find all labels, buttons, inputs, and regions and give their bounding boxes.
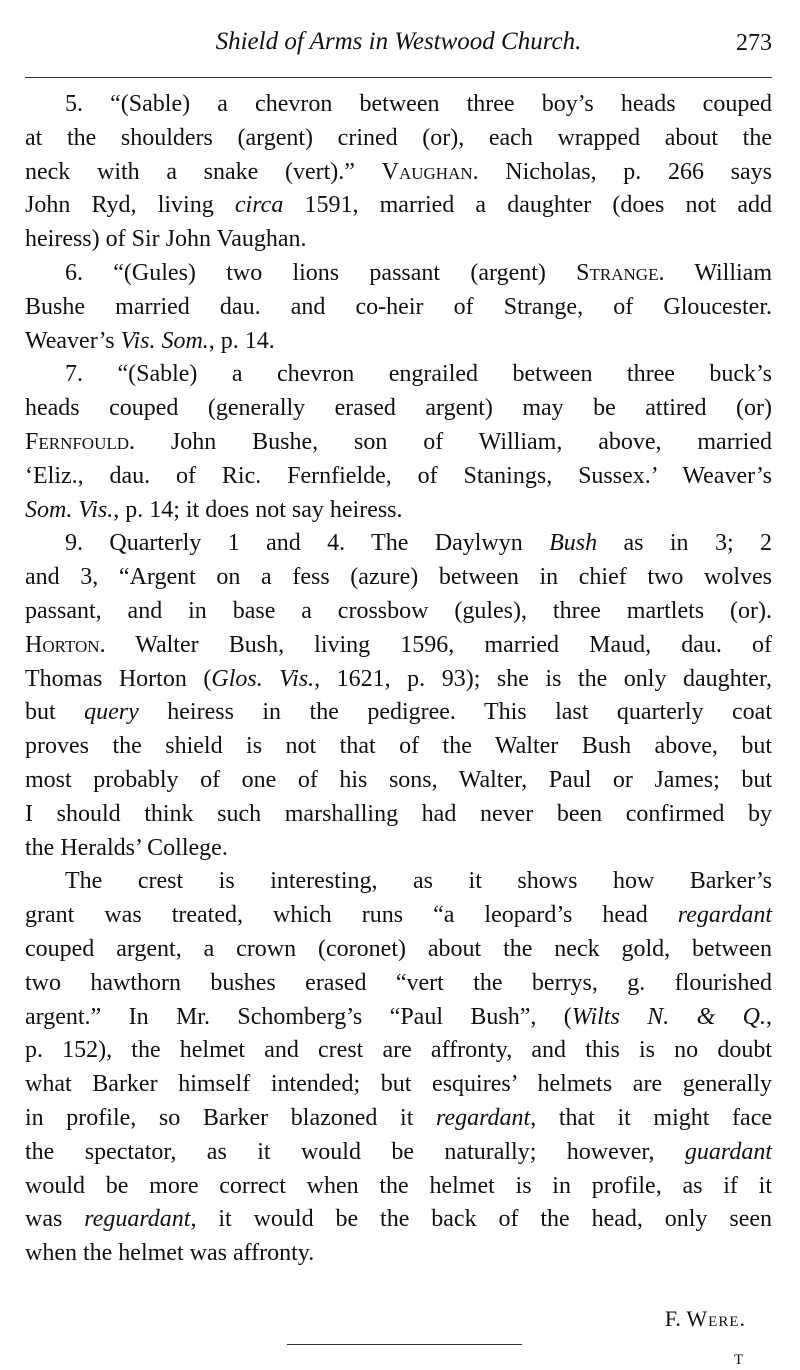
text-line <box>25 1170 772 1204</box>
text-segment: what Barker himself intended; but esquires’ helmets are generally <box>25 1071 772 1098</box>
text-segment: . Nicholas, p. 266 says <box>472 158 772 185</box>
small-caps-name: Fernfould <box>25 428 130 455</box>
body-text <box>25 88 772 1271</box>
text-line <box>25 494 772 528</box>
text-segment: heiress in the pedigree. This last quarterly coat <box>138 699 772 726</box>
text-segment: , that it might face <box>530 1104 772 1131</box>
text-segment: , it would be the back of the head, only seen <box>190 1206 773 1233</box>
text-segment: heads couped (generally erased argent) may be attired (or) <box>25 395 772 422</box>
text-segment: at the shoulders (argent) crined (or), each wrapped about the <box>25 124 772 151</box>
text-line <box>25 967 772 1001</box>
author-signature <box>665 1306 745 1332</box>
italic-text: Glos. Vis. <box>211 665 315 692</box>
text-line <box>25 1237 772 1271</box>
footer-rule <box>287 1344 522 1345</box>
text-line <box>25 257 772 291</box>
text-segment: 7. “(Sable) a chevron engrailed between three buck’s <box>65 361 772 388</box>
text-segment: I should think such marshalling had never been confirmed by <box>25 800 772 827</box>
text-line <box>25 899 772 933</box>
text-segment: passant, and in base a crossbow (gules), three martlets (or). <box>25 597 772 624</box>
italic-text: Wilts N. & Q. <box>571 1003 766 1030</box>
signature-name: Were <box>686 1306 740 1331</box>
printer-signature-mark: T <box>734 1352 744 1368</box>
running-title: Shield of Arms in Westwood Church. <box>215 28 582 55</box>
text-segment: couped argent, a crown (coronet) about the neck gold, between <box>25 935 772 962</box>
text-line <box>25 426 772 460</box>
text-segment: , p. 14; it does not say heiress. <box>113 496 403 523</box>
text-line <box>25 392 772 426</box>
text-segment: and 3, “Argent on a fess (azure) between in chief two wolves <box>25 564 772 591</box>
text-segment: two hawthorn bushes erased “vert the berrys, g. flourished <box>25 969 772 996</box>
text-line <box>25 527 772 561</box>
text-line <box>25 798 772 832</box>
text-segment: grant was treated, which runs “a leopard’s head <box>25 902 678 929</box>
text-segment: Bushe married dau. and co-heir of Strange, of Gloucester. <box>25 293 772 320</box>
paragraph <box>25 527 772 865</box>
text-segment: as in 3; 2 <box>597 530 772 557</box>
text-segment: . John Bushe, son of William, above, married <box>129 428 772 455</box>
text-segment: neck with a snake (vert).” <box>25 158 382 185</box>
paragraph <box>25 88 772 257</box>
header-rule <box>25 77 772 78</box>
italic-text: Bush <box>549 530 598 557</box>
signature-end: . <box>739 1306 745 1331</box>
text-segment: Thomas Horton ( <box>25 665 212 692</box>
italic-text: regardant <box>677 902 772 929</box>
text-segment: 1591, married a daughter (does not add <box>283 192 773 219</box>
text-segment: , 1621, p. 93); she is the only daughter, <box>314 665 772 692</box>
signature-initial: F. <box>664 1306 687 1331</box>
text-segment: was <box>25 1206 85 1233</box>
text-line <box>25 832 772 866</box>
text-line <box>25 629 772 663</box>
text-line <box>25 933 772 967</box>
text-segment: the Heralds’ College. <box>25 834 228 861</box>
text-line <box>25 764 772 798</box>
text-segment: , p. 14. <box>208 327 275 354</box>
italic-text: Som. Vis. <box>25 496 114 523</box>
text-line <box>25 88 772 122</box>
italic-text: Vis. Som. <box>120 327 209 354</box>
small-caps-name: Vaughan <box>381 158 473 185</box>
text-line <box>25 122 772 156</box>
text-line <box>25 1034 772 1068</box>
text-line <box>25 358 772 392</box>
text-line <box>25 595 772 629</box>
text-line <box>25 291 772 325</box>
italic-text: query <box>84 699 139 726</box>
text-segment: when the helmet was affronty. <box>25 1240 315 1267</box>
text-segment: would be more correct when the helmet is in profile, as if it <box>25 1172 772 1199</box>
text-segment: the spectator, as it would be naturally; however, <box>25 1138 685 1165</box>
text-line <box>25 1102 772 1136</box>
text-segment: . William <box>658 259 772 286</box>
italic-text: guardant <box>684 1138 772 1165</box>
italic-text: circa <box>234 192 284 219</box>
text-segment: proves the shield is not that of the Walter Bush above, but <box>25 733 772 760</box>
page-header <box>25 22 772 62</box>
page-number: 273 <box>736 30 772 56</box>
text-segment: The crest is interesting, as it shows how Barker’s <box>65 868 772 895</box>
text-line <box>25 1001 772 1035</box>
text-line <box>25 156 772 190</box>
text-line <box>25 561 772 595</box>
text-line <box>25 325 772 359</box>
text-line <box>25 1136 772 1170</box>
italic-text: regardant <box>436 1104 531 1131</box>
text-segment: . Walter Bush, living 1596, married Maud, dau. of <box>99 631 772 658</box>
text-line <box>25 696 772 730</box>
text-segment: p. 152), the helmet and crest are affronty, and this is no doubt <box>25 1037 772 1064</box>
text-line <box>25 730 772 764</box>
text-line <box>25 189 772 223</box>
text-line <box>25 223 772 257</box>
text-segment: 5. “(Sable) a chevron between three boy’s heads couped <box>65 91 772 117</box>
paragraph <box>25 257 772 358</box>
small-caps-name: Horton <box>25 631 100 658</box>
text-segment: argent.” In Mr. Schomberg’s “Paul Bush”, ( <box>25 1003 572 1030</box>
text-segment: ‘Eliz., dau. of Ric. Fernfielde, of Stanings, Sussex.’ Weaver’s <box>25 462 772 489</box>
text-segment: heiress) of Sir John Vaughan. <box>25 226 307 253</box>
text-segment: 9. Quarterly 1 and 4. The Daylwyn <box>65 530 550 557</box>
paragraph <box>25 865 772 1271</box>
text-segment: 6. “(Gules) two lions passant (argent) <box>65 259 577 286</box>
text-line <box>25 1203 772 1237</box>
text-segment: most probably of one of his sons, Walter, Paul or James; but <box>25 766 772 793</box>
text-line <box>25 460 772 494</box>
text-segment: but <box>25 699 85 726</box>
text-segment: John Ryd, living <box>25 192 235 219</box>
text-segment: Weaver’s <box>25 327 121 354</box>
text-line <box>25 663 772 697</box>
paragraph <box>25 358 772 527</box>
text-line <box>25 865 772 899</box>
text-line <box>25 1068 772 1102</box>
small-caps-name: Strange <box>576 259 659 286</box>
text-segment: in profile, so Barker blazoned it <box>25 1104 436 1131</box>
italic-text: reguardant <box>84 1206 191 1233</box>
text-segment: , <box>766 1003 772 1030</box>
